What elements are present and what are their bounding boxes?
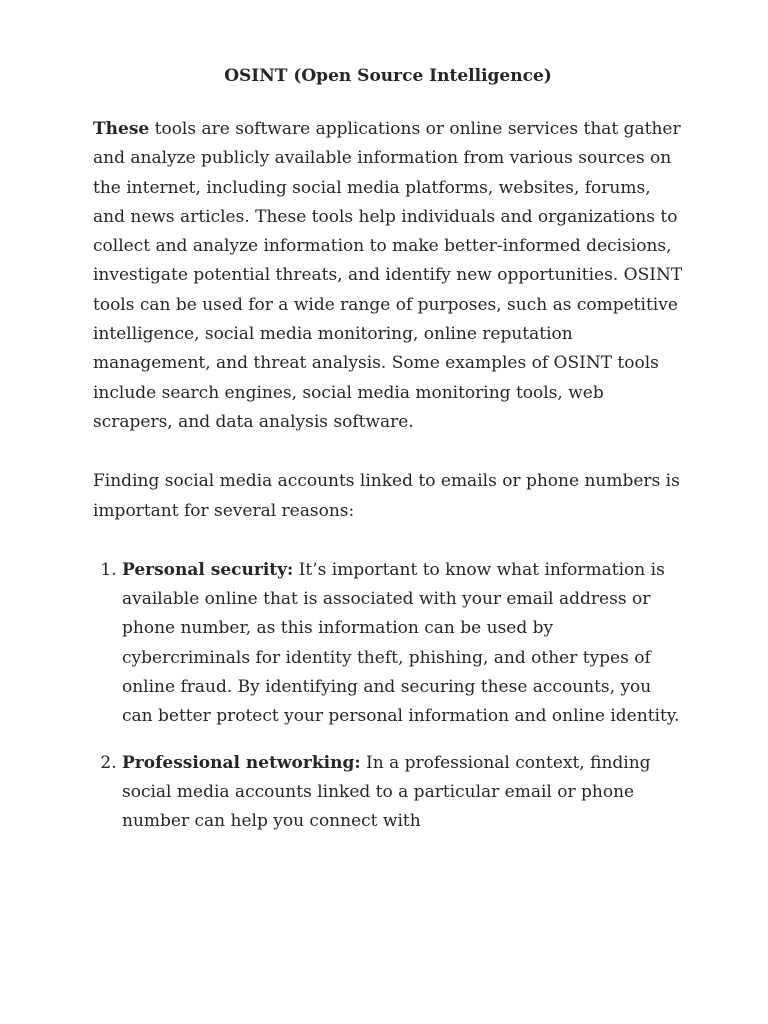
list-item-text: It’s important to know what information is available online that is associated with your email address or phone number, as this information can be used by cybercriminals for identity theft, phishing, and other types of online fraud. By identifying and securing these accounts, you can better protect your personal information and online identity. bbox=[122, 559, 680, 727]
list-item-professional-networking bbox=[122, 749, 683, 837]
document-page bbox=[93, 62, 683, 854]
intro-paragraph bbox=[93, 115, 683, 437]
list-item-title: Personal security: bbox=[122, 559, 294, 580]
reasons-list bbox=[93, 556, 683, 837]
reasons-intro-paragraph: Finding social media accounts linked to emails or phone numbers is important for several reasons: bbox=[93, 471, 680, 521]
intro-lead-word: These bbox=[93, 119, 150, 139]
list-item-text: In a professional context, finding social media accounts linked to a particular email or phone number can help you connect with bbox=[122, 752, 651, 832]
list-item-title: Professional networking: bbox=[122, 752, 361, 773]
list-item-personal-security bbox=[122, 556, 683, 732]
document-title: OSINT (Open Source Intelligence) bbox=[224, 66, 552, 86]
intro-text: tools are software applications or online services that gather and analyze publicly available information from various sources on the internet, including social media platforms, websites, forums, and news articles. These tools help individuals and organizations to collect and analyze information to make better-informed decisions, investigate potential threats, and identify new opportunities. OSINT tools can be used for a wide range of purposes, such as competitive intelligence, social media monitoring, online reputation management, and threat analysis. Some examples of OSINT tools include search engines, social media monitoring tools, web scrapers, and data analysis software. bbox=[93, 119, 683, 432]
